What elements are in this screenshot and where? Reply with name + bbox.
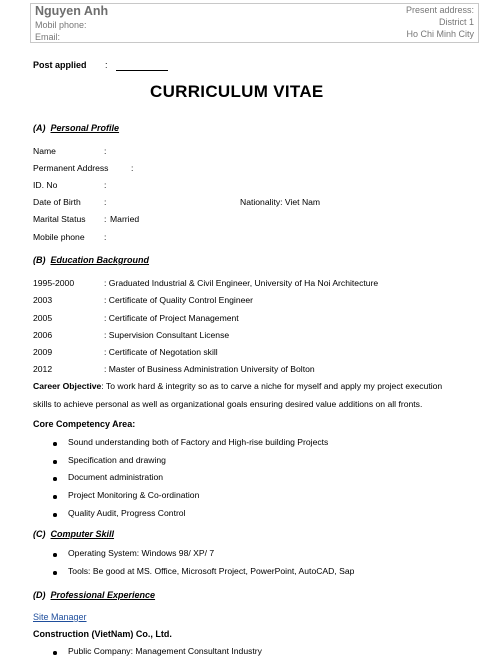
competency-item: Document administration bbox=[68, 472, 164, 482]
address-label: Present address: bbox=[405, 5, 474, 15]
personal-label-dob: Date of Birth bbox=[33, 197, 81, 207]
competency-item: Project Monitoring & Co-ordination bbox=[68, 490, 200, 500]
personal-colon-id: : bbox=[104, 180, 107, 190]
competency-item: Sound understanding both of Factory and High-rise building Projects bbox=[68, 437, 329, 447]
education-year: 2003 bbox=[33, 295, 53, 305]
computer-heading-prefix: (C) bbox=[33, 529, 46, 539]
personal-colon-dob: : bbox=[104, 197, 107, 207]
education-item: : Master of Business Administration University of Bolton bbox=[104, 364, 315, 374]
address-line1: District 1 bbox=[438, 17, 474, 27]
education-heading-text: Education Background bbox=[50, 255, 150, 265]
computer-heading-text: Computer Skill bbox=[50, 529, 115, 539]
personal-colon-address: : bbox=[131, 163, 134, 173]
career-objective-line1: : To work hard & integrity so as to carve a niche for myself and apply my project execution bbox=[101, 381, 443, 391]
competency-heading: Core Competency Area: bbox=[33, 419, 136, 429]
bullet-icon bbox=[53, 513, 57, 517]
personal-label-name: Name bbox=[33, 146, 56, 156]
education-item: : Certificate of Quality Control Engineer bbox=[104, 295, 254, 305]
education-heading-prefix: (B) bbox=[33, 255, 46, 265]
personal-label-address: Permanent Address bbox=[33, 163, 109, 173]
education-heading bbox=[33, 255, 149, 265]
experience-role: Site Manager bbox=[33, 612, 87, 622]
document-title: CURRICULUM VITAE bbox=[150, 82, 324, 101]
competency-item: Quality Audit, Progress Control bbox=[68, 508, 186, 518]
email-label: Email: bbox=[35, 32, 61, 42]
bullet-icon bbox=[53, 553, 57, 557]
competency-item: Specification and drawing bbox=[68, 455, 166, 465]
education-year: 2006 bbox=[33, 330, 53, 340]
education-item: : Certificate of Project Management bbox=[104, 313, 239, 323]
bullet-icon bbox=[53, 571, 57, 575]
experience-heading-prefix: (D) bbox=[33, 590, 46, 600]
personal-colon-marital: : bbox=[104, 214, 107, 224]
experience-item: Public Company: Management Consultant Industry bbox=[68, 646, 262, 656]
candidate-name: Nguyen Anh bbox=[35, 4, 109, 18]
personal-heading bbox=[33, 123, 119, 133]
education-year: 2009 bbox=[33, 347, 53, 357]
bullet-icon bbox=[53, 460, 57, 464]
bullet-icon bbox=[53, 651, 57, 655]
computer-item: Operating System: Windows 98/ XP/ 7 bbox=[68, 548, 215, 558]
personal-heading-text: Personal Profile bbox=[50, 123, 120, 133]
personal-label-marital: Marital Status bbox=[33, 214, 86, 224]
career-objective-line2: skills to achieve personal as well as organizational goals ensuring desired value additions on all fronts. bbox=[33, 399, 423, 409]
bullet-icon bbox=[53, 477, 57, 481]
experience-heading bbox=[33, 590, 155, 600]
education-year: 1995-2000 bbox=[33, 278, 75, 288]
experience-heading-text: Professional Experience bbox=[50, 590, 156, 600]
personal-heading-prefix: (A) bbox=[33, 123, 46, 133]
career-objective bbox=[33, 381, 442, 391]
education-item: : Certificate of Negotation skill bbox=[104, 347, 218, 357]
post-applied-colon: : bbox=[105, 60, 108, 70]
education-item: : Graduated Industrial & Civil Engineer, University of Ha Noi Architecture bbox=[104, 278, 379, 288]
post-applied-label: Post applied bbox=[33, 60, 87, 70]
career-objective-label: Career Objective bbox=[33, 381, 102, 391]
post-applied-blank bbox=[116, 70, 168, 71]
bullet-icon bbox=[53, 442, 57, 446]
experience-company: Construction (VietNam) Co., Ltd. bbox=[33, 629, 172, 639]
computer-item: Tools: Be good at MS. Office, Microsoft Project, PowerPoint, AutoCAD, Sap bbox=[68, 566, 355, 576]
education-year: 2012 bbox=[33, 364, 53, 374]
nationality: Nationality: Viet Nam bbox=[240, 197, 321, 207]
bullet-icon bbox=[53, 495, 57, 499]
personal-label-id: ID. No bbox=[33, 180, 58, 190]
mobile-label: Mobil phone: bbox=[35, 20, 87, 30]
computer-heading bbox=[33, 529, 114, 539]
personal-colon-name: : bbox=[104, 146, 107, 156]
address-line2: Ho Chi Minh City bbox=[406, 29, 474, 39]
education-item: : Supervision Consultant License bbox=[104, 330, 230, 340]
personal-value-marital: Married bbox=[110, 214, 140, 224]
contact-header bbox=[30, 3, 479, 43]
personal-colon-mobile: : bbox=[104, 232, 107, 242]
personal-label-mobile: Mobile phone bbox=[33, 232, 85, 242]
education-year: 2005 bbox=[33, 313, 53, 323]
